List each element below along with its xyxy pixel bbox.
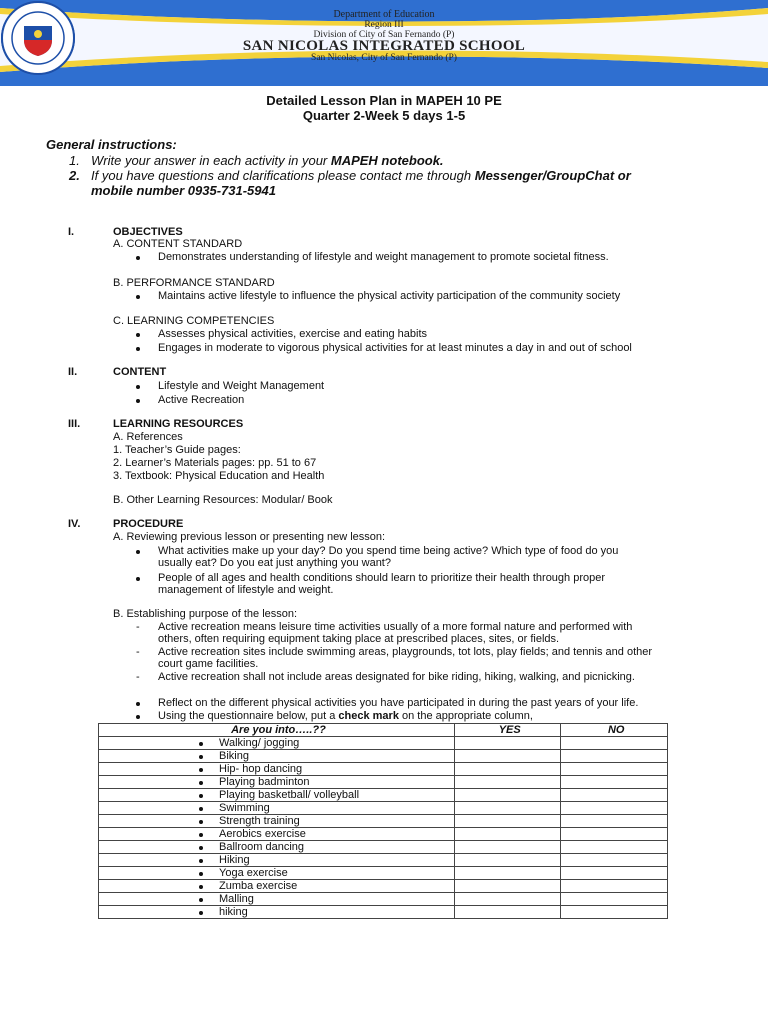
performance-standard-label: B. PERFORMANCE STANDARD xyxy=(113,277,275,289)
activity-label: Ballroom dancing xyxy=(219,841,304,853)
table-row xyxy=(99,763,668,776)
instruction-number: 2. xyxy=(69,168,80,183)
section-number: III. xyxy=(68,418,81,430)
no-checkbox-cell[interactable] xyxy=(561,789,668,802)
yes-checkbox-cell[interactable] xyxy=(454,750,561,763)
activity-cell xyxy=(99,737,455,750)
yes-checkbox-cell[interactable] xyxy=(454,854,561,867)
objectives-heading: OBJECTIVES xyxy=(113,226,183,238)
activity-label: Biking xyxy=(219,750,249,762)
no-checkbox-cell[interactable] xyxy=(561,763,668,776)
no-checkbox-cell[interactable] xyxy=(561,893,668,906)
instruction-text: Using the questionnaire below, put a xyxy=(158,710,339,722)
bullet-icon xyxy=(199,794,203,798)
activity-cell xyxy=(99,880,455,893)
content-item: Active Recreation xyxy=(158,394,245,406)
header-school-name: SAN NICOLAS INTEGRATED SCHOOL xyxy=(242,38,526,54)
table-row xyxy=(99,802,668,815)
procedure-item: What activities make up your day? Do you spend time being active? Which type of food do you xyxy=(158,545,619,557)
no-checkbox-cell[interactable] xyxy=(561,802,668,815)
activity-cell xyxy=(99,841,455,854)
activity-label: Yoga exercise xyxy=(219,867,288,879)
procedure-item: People of all ages and health conditions should learn to prioritize their health through proper xyxy=(158,572,606,584)
bullet-icon xyxy=(199,833,203,837)
activity-cell xyxy=(99,867,455,880)
references-label: A. References xyxy=(113,431,183,443)
reference-item: 1. Teacher’s Guide pages: xyxy=(113,444,241,456)
lesson-subtitle: Quarter 2-Week 5 days 1-5 xyxy=(302,108,466,123)
content-heading: CONTENT xyxy=(113,366,167,378)
reference-item: 2. Learner’s Materials pages: pp. 51 to 67 xyxy=(113,457,317,469)
yes-checkbox-cell[interactable] xyxy=(454,802,561,815)
instruction-emphasis: MAPEH notebook. xyxy=(330,153,444,168)
bullet-icon xyxy=(199,885,203,889)
table-row xyxy=(99,841,668,854)
learning-competencies-label: C. LEARNING COMPETENCIES xyxy=(113,315,275,327)
instructions-heading: General instructions: xyxy=(46,137,177,152)
competency-item: Assesses physical activities, exercise and eating habits xyxy=(158,328,428,340)
content-standard-label: A. CONTENT STANDARD xyxy=(113,238,243,250)
activity-label: Hiking xyxy=(219,854,250,866)
purpose-item: Active recreation shall not include areas designated for bike riding, hiking, walking, and picnicking. xyxy=(158,671,635,683)
no-checkbox-cell[interactable] xyxy=(561,750,668,763)
procedure-item-cont: usually eat? Do you eat just anything you want? xyxy=(158,557,391,569)
activity-cell xyxy=(99,776,455,789)
reference-item: 3. Textbook: Physical Education and Health xyxy=(113,470,325,482)
activity-label: Playing badminton xyxy=(219,776,310,788)
bullet-icon xyxy=(199,807,203,811)
questionnaire-instruction xyxy=(158,710,533,723)
table-body xyxy=(99,737,668,919)
bullet-icon xyxy=(199,859,203,863)
no-checkbox-cell[interactable] xyxy=(561,841,668,854)
column-header-yes: YES xyxy=(454,724,561,737)
yes-checkbox-cell[interactable] xyxy=(454,880,561,893)
bullet-icon xyxy=(136,702,140,706)
procedure-item-cont: management of lifestyle and weight. xyxy=(158,584,334,596)
table-row xyxy=(99,828,668,841)
instruction-number: 1. xyxy=(69,153,80,168)
activity-label: Walking/ jogging xyxy=(219,737,300,749)
activity-cell xyxy=(99,828,455,841)
yes-checkbox-cell[interactable] xyxy=(454,828,561,841)
activity-cell xyxy=(99,893,455,906)
activity-cell xyxy=(99,854,455,867)
procedure-step-b: B. Establishing purpose of the lesson: xyxy=(113,608,298,620)
bullet-icon xyxy=(136,333,140,337)
header-address: San Nicolas, City of San Fernando (P) xyxy=(311,53,457,63)
column-header-no: NO xyxy=(561,724,668,737)
bullet-icon xyxy=(199,898,203,902)
dash-icon: - xyxy=(136,671,140,683)
section-number: I. xyxy=(68,226,75,238)
table-row xyxy=(99,893,668,906)
table-row xyxy=(99,789,668,802)
bullet-icon xyxy=(136,715,140,719)
resources-heading: LEARNING RESOURCES xyxy=(113,418,244,430)
header-banner xyxy=(0,0,768,86)
bullet-icon xyxy=(199,820,203,824)
no-checkbox-cell[interactable] xyxy=(561,854,668,867)
instruction-item-2-cont: mobile number 0935-731-5941 xyxy=(91,183,276,198)
bullet-icon xyxy=(136,347,140,351)
yes-checkbox-cell[interactable] xyxy=(454,815,561,828)
yes-checkbox-cell[interactable] xyxy=(454,789,561,802)
yes-checkbox-cell[interactable] xyxy=(454,893,561,906)
instruction-text: Write your answer in each activity in your xyxy=(91,153,331,168)
bullet-icon xyxy=(136,577,140,581)
bullet-icon xyxy=(199,742,203,746)
bullet-icon xyxy=(136,550,140,554)
table-row xyxy=(99,867,668,880)
table-row xyxy=(99,737,668,750)
yes-checkbox-cell[interactable] xyxy=(454,906,561,919)
activity-label: Playing basketball/ volleyball xyxy=(219,789,360,801)
table-row xyxy=(99,776,668,789)
header-region: Region III xyxy=(364,20,404,30)
table-header-row xyxy=(99,724,668,737)
activity-label: Aerobics exercise xyxy=(219,828,306,840)
dash-icon: - xyxy=(136,646,140,658)
activity-questionnaire-table xyxy=(98,723,668,919)
activity-cell xyxy=(99,906,455,919)
purpose-item: Active recreation sites include swimming areas, playgrounds, tot lots, play fields; and tennis and other xyxy=(158,646,653,658)
instruction-text: If you have questions and clarifications please contact me through xyxy=(91,168,475,183)
no-checkbox-cell[interactable] xyxy=(561,867,668,880)
dash-icon: - xyxy=(136,621,140,633)
procedure-step-a: A. Reviewing previous lesson or presenting new lesson: xyxy=(113,531,386,543)
bullet-icon xyxy=(199,846,203,850)
activity-label: Malling xyxy=(219,893,254,905)
table-row xyxy=(99,854,668,867)
bullet-icon xyxy=(136,295,140,299)
bullet-icon xyxy=(199,781,203,785)
purpose-item: Active recreation means leisure time activities usually of a more formal nature and performed with xyxy=(158,621,633,633)
instruction-emphasis: check mark xyxy=(338,710,399,722)
table-row xyxy=(99,750,668,763)
yes-checkbox-cell[interactable] xyxy=(454,776,561,789)
bullet-icon xyxy=(199,755,203,759)
activity-cell xyxy=(99,789,455,802)
activity-cell xyxy=(99,750,455,763)
bullet-icon xyxy=(136,385,140,389)
competency-item: Engages in moderate to vigorous physical activities for at least minutes a day in and out of school xyxy=(158,342,632,354)
yes-checkbox-cell[interactable] xyxy=(454,841,561,854)
bullet-icon xyxy=(136,256,140,260)
table-row xyxy=(99,880,668,893)
header-division: Division of City of San Fernando (P) xyxy=(313,30,455,40)
section-number: IV. xyxy=(68,518,81,530)
yes-checkbox-cell[interactable] xyxy=(454,737,561,750)
activity-label: hiking xyxy=(219,906,248,918)
header-department: Department of Education xyxy=(333,9,435,20)
yes-checkbox-cell[interactable] xyxy=(454,867,561,880)
table-row xyxy=(99,815,668,828)
content-item: Lifestyle and Weight Management xyxy=(158,380,325,392)
instruction-item-1 xyxy=(91,153,444,168)
deped-seal-logo xyxy=(0,0,76,76)
purpose-item-cont: court game facilities. xyxy=(158,658,259,670)
bullet-icon xyxy=(199,872,203,876)
column-header-activity: Are you into…..?? xyxy=(99,724,455,737)
activity-label: Hip- hop dancing xyxy=(219,763,303,775)
section-number: II. xyxy=(68,366,78,378)
lesson-title: Detailed Lesson Plan in MAPEH 10 PE xyxy=(266,93,502,108)
reflection-item: Reflect on the different physical activities you have participated in during the past years of your life. xyxy=(158,697,639,709)
performance-standard-text: Maintains active lifestyle to influence the physical activity participation of the community society xyxy=(158,290,621,302)
no-checkbox-cell[interactable] xyxy=(561,776,668,789)
purpose-item-cont: others, often requiring equipment taking place at prescribed places, sites, or fields. xyxy=(158,633,560,645)
no-checkbox-cell[interactable] xyxy=(561,906,668,919)
table-row xyxy=(99,906,668,919)
no-checkbox-cell[interactable] xyxy=(561,815,668,828)
procedure-heading: PROCEDURE xyxy=(113,518,184,530)
instruction-text: on the appropriate column, xyxy=(398,710,533,722)
activity-label: Zumba exercise xyxy=(219,880,298,892)
activity-cell xyxy=(99,815,455,828)
yes-checkbox-cell[interactable] xyxy=(454,763,561,776)
instruction-item-2 xyxy=(91,168,631,183)
activity-label: Strength training xyxy=(219,815,300,827)
activity-label: Swimming xyxy=(219,802,270,814)
content-standard-text: Demonstrates understanding of lifestyle and weight management to promote societal fitness. xyxy=(158,251,609,263)
other-resources: B. Other Learning Resources: Modular/ Book xyxy=(113,494,333,506)
instruction-emphasis: Messenger/GroupChat or xyxy=(474,168,631,183)
no-checkbox-cell[interactable] xyxy=(561,828,668,841)
activity-cell xyxy=(99,802,455,815)
no-checkbox-cell[interactable] xyxy=(561,880,668,893)
bullet-icon xyxy=(199,768,203,772)
no-checkbox-cell[interactable] xyxy=(561,737,668,750)
bullet-icon xyxy=(199,911,203,915)
activity-cell xyxy=(99,763,455,776)
bullet-icon xyxy=(136,399,140,403)
